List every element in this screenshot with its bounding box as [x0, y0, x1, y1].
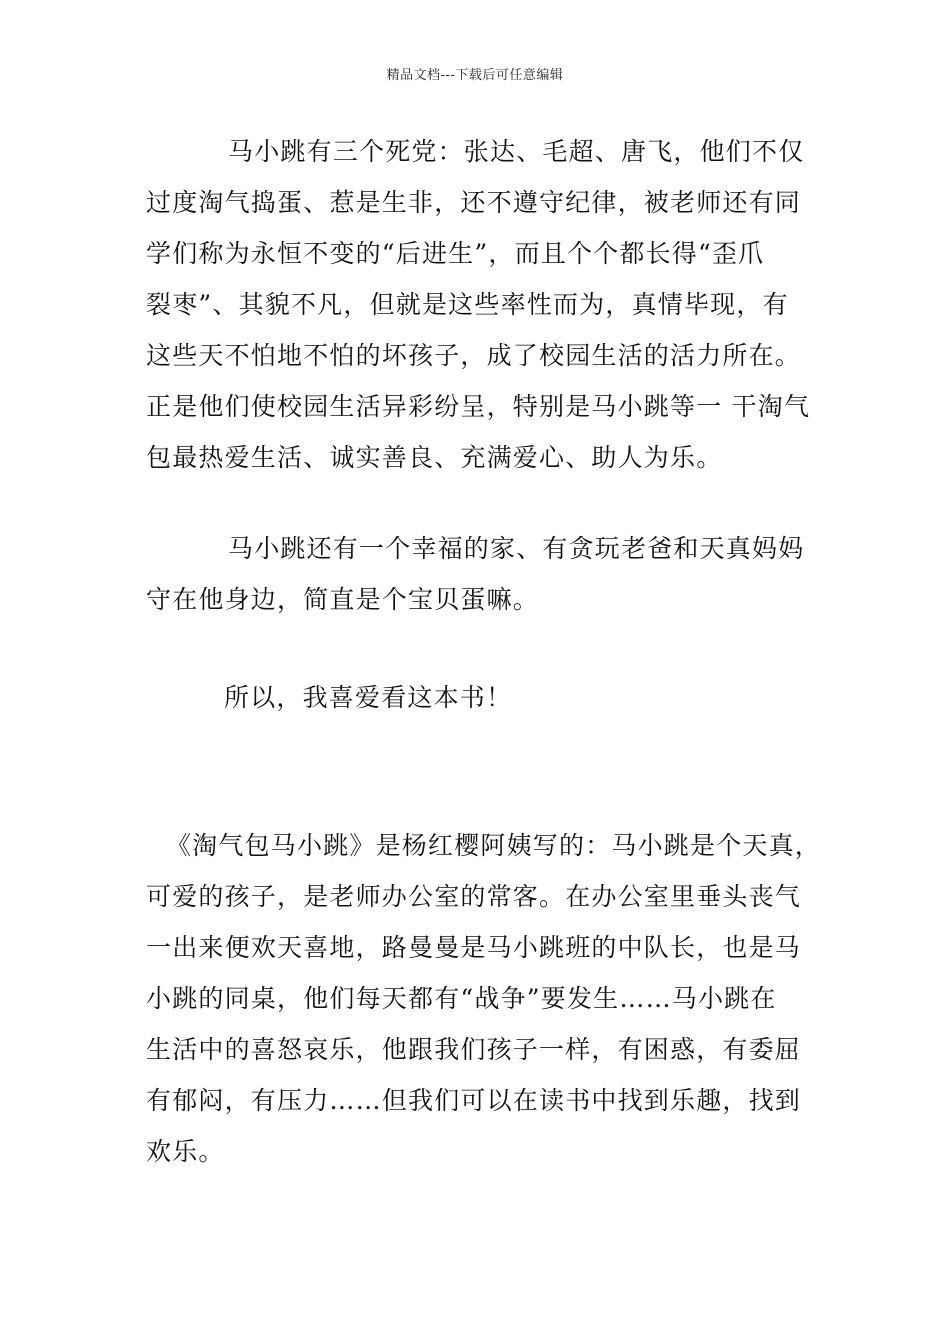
paragraph-2-line-1: 马小跳还有一个幸福的家、有贪玩老爸和天真妈妈 [228, 534, 805, 563]
paragraph-1-line-4: 裂枣”、其貌不凡，但就是这些率性而为，真情毕现，有 [146, 290, 789, 319]
paragraph-4-line-6: 有郁闷，有压力……但我们可以在读书中找到乐趣，找到 [146, 1086, 802, 1115]
paragraph-1-line-7: 包最热爱生活、诚实善良、充满爱心、助人为乐。 [146, 443, 723, 472]
paragraph-4-line-5: 生活中的喜怒哀乐，他跟我们孩子一样，有困惑，有委屈 [146, 1035, 802, 1064]
paragraph-4-line-4: 小跳的同桌，他们每天都有“战争”要发生……马小跳在 [146, 984, 777, 1013]
paragraph-4-line-3: 一出来便欢天喜地，路曼曼是马小跳班的中队长，也是马 [146, 933, 802, 962]
paragraph-2-line-2: 守在他身边，简直是个宝贝蛋嘛。 [146, 585, 540, 614]
paragraph-4-line-7: 欢乐。 [146, 1137, 225, 1166]
paragraph-1-line-2: 过度淘气捣蛋、惹是生非，还不遵守纪律，被老师还有同 [146, 188, 802, 217]
paragraph-4-line-2: 可爱的孩子，是老师办公室的常客。在办公室里垂头丧气 [146, 882, 802, 911]
paragraph-4 [146, 820, 822, 1177]
paragraph-1-line-1: 马小跳有三个死党：张达、毛超、唐飞，他们不仅 [228, 137, 805, 166]
paragraph-2 [146, 523, 808, 625]
paragraph-1-line-6: 正是他们使校园生活异彩纷呈，特别是马小跳等一 干淘气 [146, 392, 811, 421]
paragraph-3-line-1: 所以，我喜爱看这本书！ [224, 683, 513, 712]
paragraph-1-line-5: 这些天不怕地不怕的坏孩子，成了校园生活的活力所在。 [146, 341, 802, 370]
paragraph-3 [146, 672, 808, 723]
page-header: 精品文档---下载后可任意编辑 [386, 68, 564, 83]
paragraph-1-line-3: 学们称为永恒不变的“后进生”，而且个个都长得“歪爪 [146, 239, 765, 268]
paragraph-1 [146, 126, 811, 483]
paragraph-4-line-1: 《淘气包马小跳》是杨红樱阿姨写的：马小跳是个天真， [166, 831, 822, 860]
